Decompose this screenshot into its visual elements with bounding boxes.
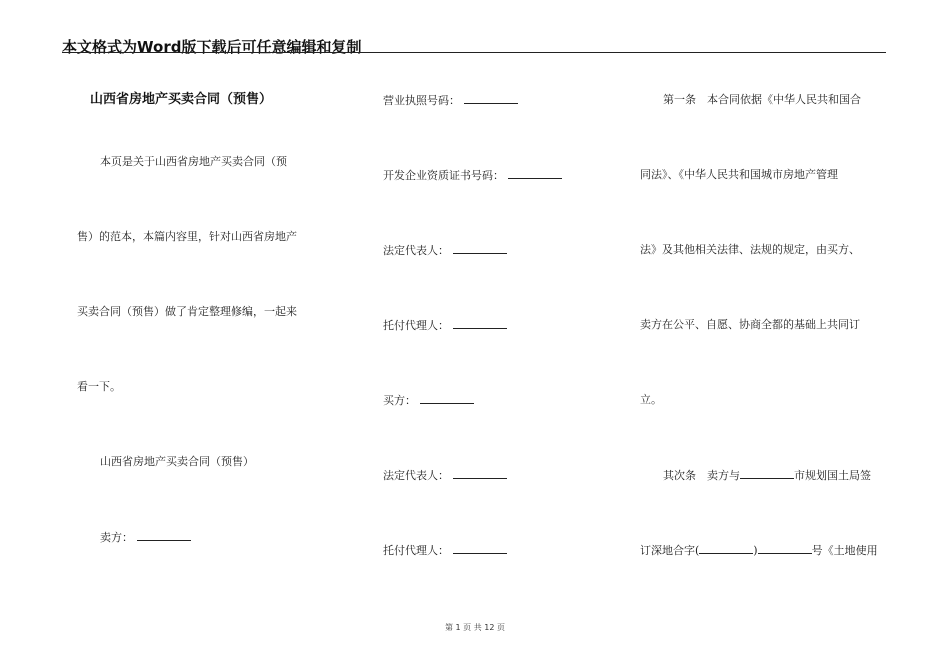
seller-rep-line (383, 243, 507, 258)
license-label: 营业执照号码： (383, 94, 460, 107)
article-2-blank (740, 468, 794, 479)
article-2-line-1 (663, 468, 871, 483)
article-1-line-3: 法》及其他相关法律、法规的规定，由买方、 (640, 243, 860, 256)
intro-line-2: 售）的范本，本篇内容里，针对山西省房地产 (77, 230, 297, 243)
seller-agent-blank (453, 318, 507, 329)
article-2-line-2 (640, 543, 878, 558)
license-blank (464, 93, 518, 104)
subtitle: 山西省房地产买卖合同（预售） (100, 455, 254, 468)
header-rule (62, 52, 886, 53)
license-line (383, 93, 518, 108)
buyer-rep-line (383, 468, 507, 483)
seller-blank (137, 530, 191, 541)
seller-agent-label: 托付代理人： (383, 319, 449, 332)
buyer-label: 买方： (383, 394, 416, 407)
buyer-agent-blank (453, 543, 507, 554)
page-footer: 第 1 页 共 12 页 (445, 623, 505, 632)
qualification-label: 开发企业资质证书号码： (383, 169, 504, 182)
article-1-line-2: 同法》、《中华人民共和国城市房地产管理 (640, 168, 838, 181)
buyer-agent-label: 托付代理人： (383, 544, 449, 557)
seller-rep-label: 法定代表人： (383, 244, 449, 257)
seller-agent-line (383, 318, 507, 333)
buyer-rep-blank (453, 468, 507, 479)
seller-line (100, 530, 191, 545)
buyer-line (383, 393, 474, 408)
article-2-blank-a (699, 543, 753, 554)
article-2-prefix: 其次条 卖方与 (663, 469, 740, 482)
intro-line-3: 买卖合同（预售）做了肯定整理修编，一起来 (77, 305, 297, 318)
article-2-line-2-prefix: 订深地合字( (640, 544, 700, 557)
article-1-line-5: 立。 (640, 393, 662, 406)
buyer-rep-label: 法定代表人： (383, 469, 449, 482)
qualification-blank (508, 168, 562, 179)
seller-rep-blank (453, 243, 507, 254)
article-2-suffix: 市规划国土局签 (794, 469, 871, 482)
article-1-line-4: 卖方在公平、自愿、协商全都的基础上共同订 (640, 318, 860, 331)
qualification-line (383, 168, 562, 183)
intro-line-1: 本页是关于山西省房地产买卖合同（预 (100, 155, 287, 168)
article-1-line-1: 第一条 本合同依据《中华人民共和国合 (663, 93, 861, 106)
article-2-blank-b (758, 543, 812, 554)
buyer-agent-line (383, 543, 507, 558)
article-2-line-2-suffix: 号《土地使用 (811, 544, 878, 557)
seller-label: 卖方： (100, 531, 133, 544)
intro-line-4: 看一下。 (77, 380, 121, 393)
contract-title: 山西省房地产买卖合同（预售） (90, 92, 273, 107)
document-banner: 本文格式为Word版下载后可任意编辑和复制 (62, 38, 362, 56)
buyer-blank (420, 393, 474, 404)
article-2-paren: ) (753, 544, 758, 557)
